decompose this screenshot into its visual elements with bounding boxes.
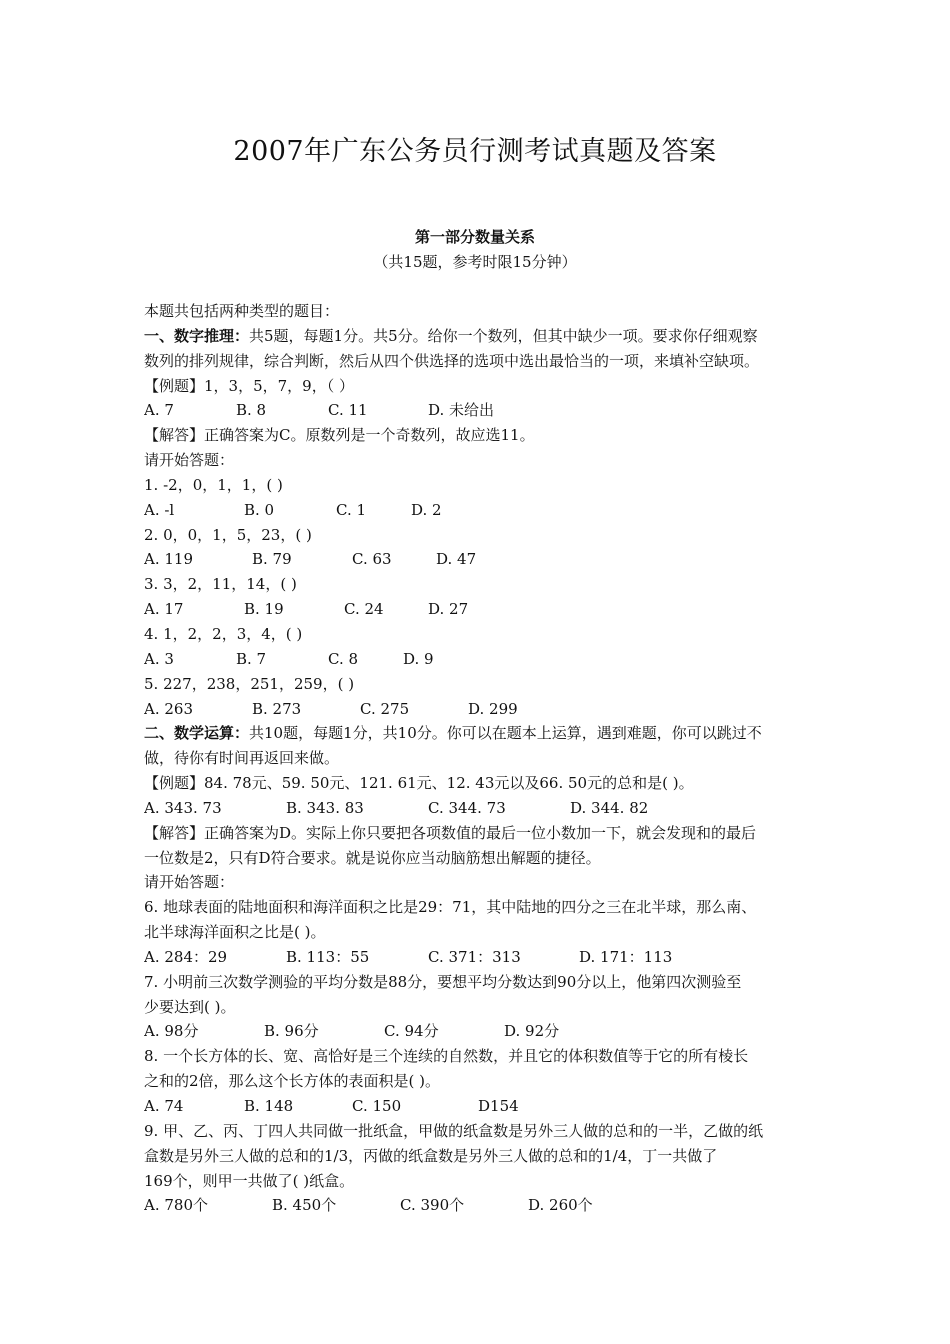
- option: D. 92分: [504, 1022, 560, 1041]
- question-6-options: [144, 945, 812, 970]
- option: C. 11: [328, 401, 368, 420]
- option: D. 2: [411, 500, 442, 519]
- type1-example-options: [144, 398, 812, 423]
- type1-start: 请开始答题：: [144, 451, 235, 470]
- option: A. 74: [144, 1097, 184, 1115]
- option: B. 343. 83: [286, 798, 364, 817]
- option: B. 273: [252, 699, 302, 718]
- option: A. 3: [144, 649, 174, 668]
- type2-start: 请开始答题：: [144, 873, 235, 892]
- question-4-options: [144, 647, 812, 672]
- option: C. 344. 73: [428, 798, 506, 817]
- type2-example-options: [144, 796, 812, 821]
- type1-desc: 共5题，每题1分。共5分。给你一个数列，但其中缺少一项。要求你仔细观察: [249, 326, 758, 345]
- option: D. 171：113: [579, 947, 673, 966]
- option: A. 119: [144, 550, 193, 569]
- question-9-options: [144, 1193, 812, 1218]
- type1-label: 一、数字推理：: [144, 326, 250, 345]
- question-2-options: [144, 547, 812, 572]
- type2-answer-line2: 一位数是2，只有D符合要求。就是说你应当动脑筋想出解题的捷径。: [144, 848, 601, 867]
- part-title: 第一部分数量关系: [414, 228, 535, 246]
- type1-desc-line2: 数列的排列规律，综合判断，然后从四个供选择的选项中选出最恰当的一项，来填补空缺项。: [144, 351, 760, 370]
- option: A. 17: [144, 600, 184, 619]
- option: C. 390个: [400, 1196, 465, 1215]
- type1-example: 【例题】1，3，5，7，9，（ ）: [144, 376, 354, 395]
- question-1-options: [144, 498, 812, 523]
- question-9-line2: 盒数是另外三人做的总和的1/3，丙做的纸盒数是另外三人做的总和的1/4，丁一共做了: [144, 1146, 718, 1165]
- option: D. 未给出: [428, 401, 495, 420]
- question-2: 2. 0，0，1，5，23，( ): [144, 525, 312, 544]
- option: B. 450个: [272, 1196, 337, 1215]
- option: C. 94分: [384, 1022, 439, 1041]
- option: D. 299: [468, 699, 518, 718]
- type2-example: 【例题】84. 78元、59. 50元、121. 61元、12. 43元以及66. 50元的总和是( )。: [144, 774, 694, 793]
- option: C. 24: [344, 600, 384, 619]
- question-3: 3. 3，2，11，14，( ): [144, 575, 297, 594]
- type1-description-line: [144, 324, 812, 349]
- option: C. 8: [328, 649, 359, 668]
- type2-answer-line1: 【解答】正确答案为D。实际上你只要把各项数值的最后一位小数加一下，就会发现和的最后: [144, 823, 757, 842]
- option: B. 19: [244, 600, 284, 619]
- question-3-options: [144, 597, 812, 622]
- question-7-line1: 7. 小明前三次数学测验的平均分数是88分，要想平均分数达到90分以上，他第四次测验至: [144, 972, 742, 991]
- option: A. 263: [144, 699, 193, 718]
- option: C. 275: [360, 699, 410, 718]
- question-1: 1. -2，0，1，1，( ): [144, 475, 283, 494]
- option: A. 780个: [144, 1196, 208, 1215]
- option: A. 98分: [144, 1022, 199, 1041]
- type1-answer: 【解答】正确答案为C。原数列是一个奇数列，故应选11。: [144, 426, 535, 445]
- option: C. 1: [336, 500, 367, 519]
- option: B. 0: [244, 500, 275, 519]
- option: C. 63: [352, 550, 392, 569]
- option: A. 7: [144, 401, 174, 420]
- option: B. 113：55: [286, 947, 370, 966]
- option: B. 79: [252, 550, 292, 569]
- option: B. 148: [244, 1097, 294, 1115]
- type2-description-line: [144, 721, 812, 746]
- option: D154: [478, 1097, 519, 1115]
- question-4: 4. 1，2，2，3，4，( ): [144, 624, 303, 643]
- question-9-line1: 9. 甲、乙、丙、丁四人共同做一批纸盒，甲做的纸盒数是另外三人做的总和的一半，乙做的纸: [144, 1121, 764, 1140]
- question-7-options: [144, 1019, 812, 1044]
- document-title: 2007年广东公务员行测考试真题及答案: [233, 136, 717, 167]
- option: A. 284：29: [144, 947, 228, 966]
- type2-desc-line2: 做，待你有时间再返回来做。: [144, 749, 340, 768]
- question-5-options: [144, 697, 812, 722]
- question-6-line1: 6. 地球表面的陆地面积和海洋面积之比是29：71，其中陆地的四分之三在北半球，那么南、: [144, 898, 757, 917]
- intro-text: 本题共包括两种类型的题目：: [144, 302, 340, 320]
- option: D. 27: [428, 600, 469, 619]
- question-9-line3: 169个，则甲一共做了( )纸盒。: [144, 1171, 355, 1190]
- question-8-line1: 8. 一个长方体的长、宽、高恰好是三个连续的自然数，并且它的体积数值等于它的所有棱长: [144, 1047, 749, 1066]
- question-6-line2: 北半球海洋面积之比是( )。: [144, 923, 326, 942]
- option: D. 47: [436, 550, 477, 569]
- part-subtitle: （共15题，参考时限15分钟）: [373, 253, 577, 271]
- option: B. 8: [236, 401, 267, 420]
- question-7-line2: 少要达到( )。: [144, 997, 236, 1016]
- type2-desc: 共10题，每题1分，共10分。你可以在题本上运算，遇到难题，你可以跳过不: [249, 724, 762, 743]
- option: D. 9: [403, 649, 434, 668]
- option: C. 150: [352, 1097, 402, 1115]
- question-8-options: [144, 1094, 812, 1119]
- option: D. 344. 82: [570, 798, 649, 817]
- option: B. 7: [236, 649, 267, 668]
- question-5: 5. 227，238，251，259，( ): [144, 674, 355, 693]
- option: D. 260个: [528, 1196, 593, 1215]
- option: C. 371：313: [428, 947, 521, 966]
- type2-label: 二、数学运算：: [144, 724, 250, 743]
- question-8-line2: 之和的2倍，那么这个长方体的表面积是( )。: [144, 1072, 441, 1091]
- document-body: [144, 299, 812, 1218]
- option: A. 343. 73: [144, 798, 222, 817]
- option: A. -l: [144, 500, 175, 519]
- option: B. 96分: [264, 1022, 319, 1041]
